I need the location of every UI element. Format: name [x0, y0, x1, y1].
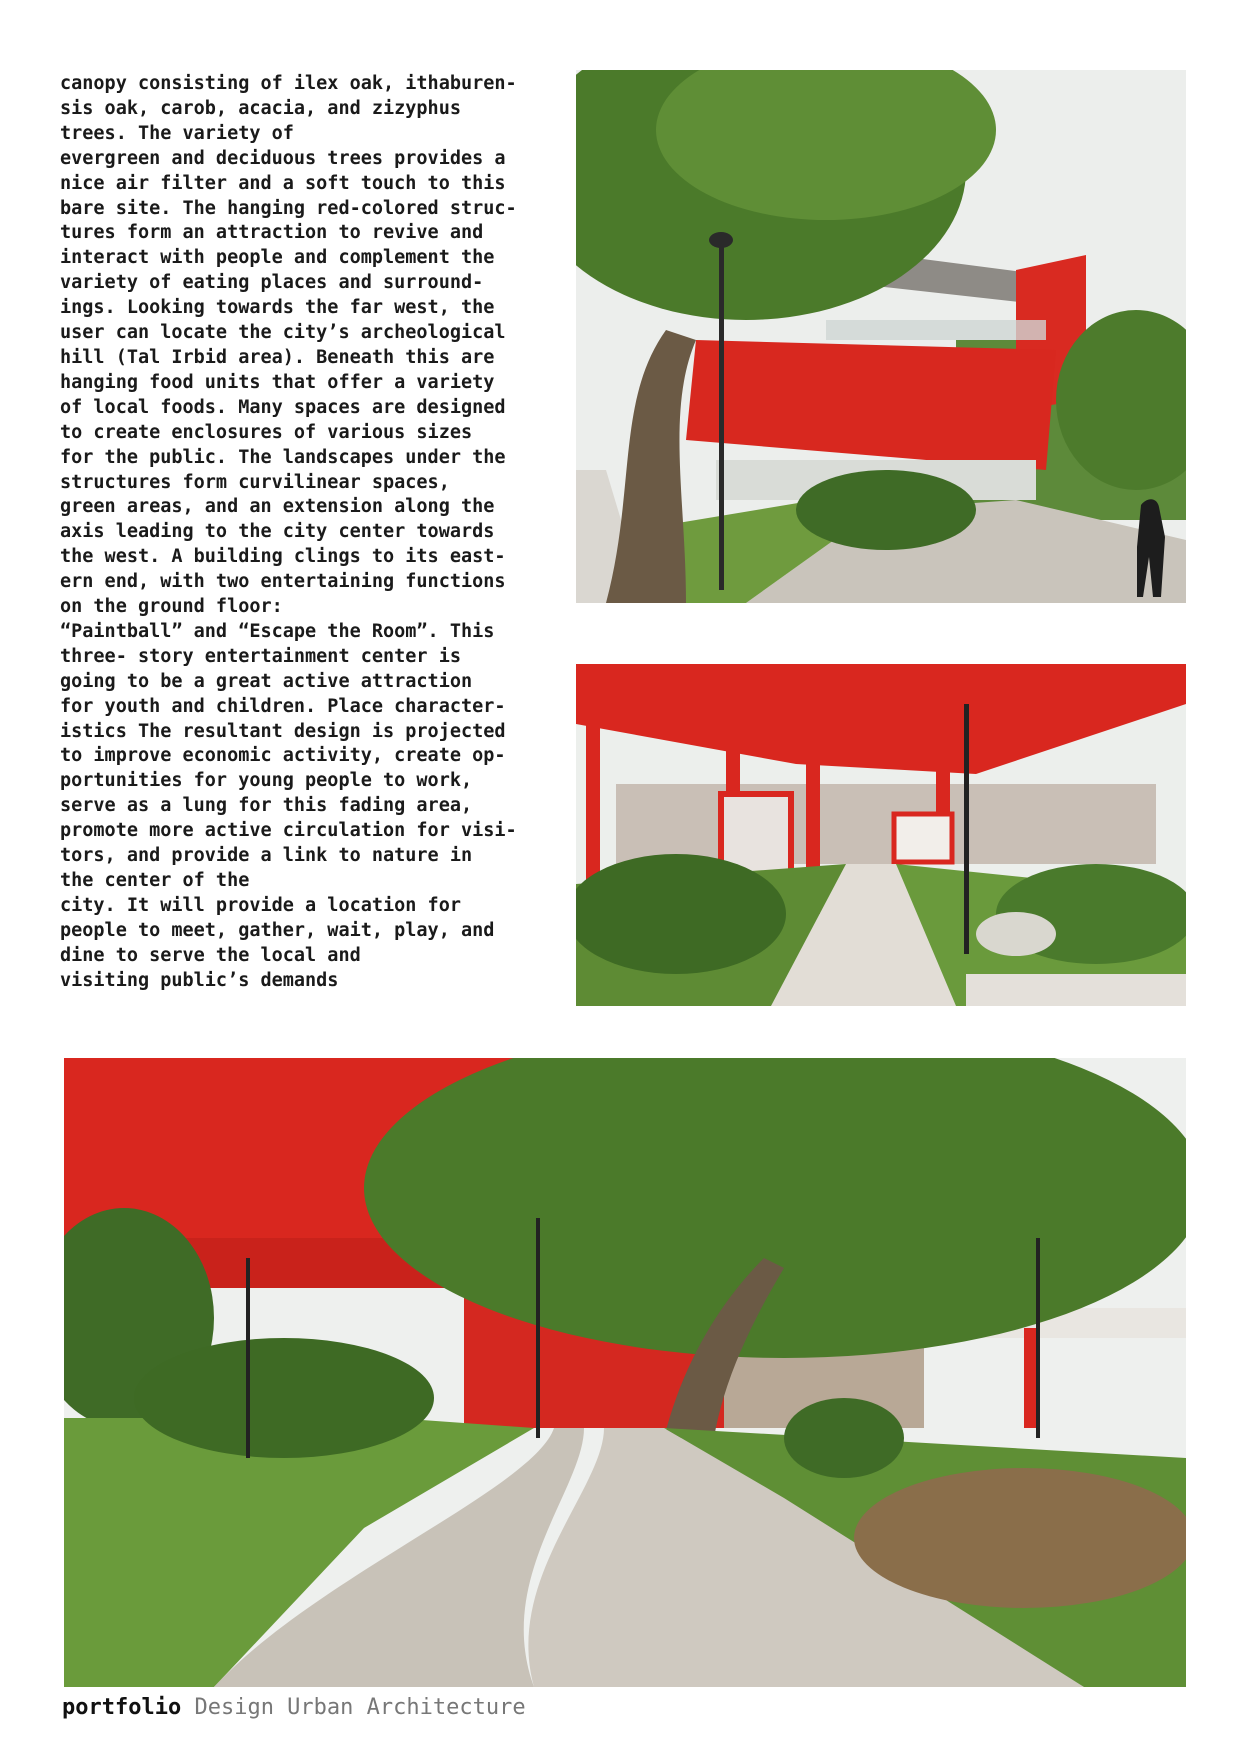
lamp-post	[719, 240, 724, 590]
bench-block	[966, 974, 1186, 1006]
shrubs-right	[854, 1468, 1186, 1608]
render-food-units	[576, 664, 1186, 1006]
render-elevated-structure	[576, 70, 1186, 603]
red-pillar	[1024, 1328, 1038, 1428]
shrubs	[796, 470, 976, 550]
body-text: canopy consisting of ilex oak, ithaburen- sis oak, carob, acacia, and zizyphus trees. The variety of evergreen and deciduous trees provides a nice air filter and a soft touch to this bare site. The hanging red-colored struc- tures form an attraction to revive and interact with people and complement the variety of eating places and surround- ings. Looking towards the far west, the user can locate the city’s archeological hill (Tal Irbid area). Beneath this are hanging food units that offer a variety of local foods. Many spaces are designed to create enclosures of various sizes for the public. The landscapes under the structures form curvilinear spaces, green areas, and an extension along the axis leading to the city center towards the west. A building clings to its east- ern end, with two entertaining functions on the ground floor: “Paintball” and “Escape the Room”. This three- story entertainment center is going to be a great active attraction for youth and children. Place character- istics The resultant design is projected to improve economic activity, create op- portunities for young people to work, serve as a lung for this fading area, promote more active circulation for visi- tors, and provide a link to nature in the center of the city. It will provide a location for people to meet, gather, wait, play, and dine to serve the local and visiting public’s demands	[60, 73, 517, 991]
shrubs-mid	[784, 1398, 904, 1478]
lamp-post-1	[246, 1258, 250, 1458]
lamp-head	[709, 232, 733, 248]
shrubs-left	[576, 854, 786, 974]
hanging-food-unit	[894, 814, 952, 862]
shrubs-left	[134, 1338, 434, 1458]
lamp-post-3	[1036, 1238, 1040, 1438]
grass-tuft	[976, 912, 1056, 956]
red-column-1	[586, 724, 600, 894]
lamp-post-2	[536, 1218, 540, 1438]
render-curving-walkway	[64, 1058, 1186, 1687]
background-buildings	[616, 784, 1156, 864]
footer-tagline: Design Urban Architecture	[194, 1695, 526, 1720]
lamp-post	[964, 704, 969, 954]
page-footer	[62, 1693, 526, 1723]
glass-railing	[826, 320, 1046, 340]
footer-brand: portfolio	[62, 1695, 182, 1720]
